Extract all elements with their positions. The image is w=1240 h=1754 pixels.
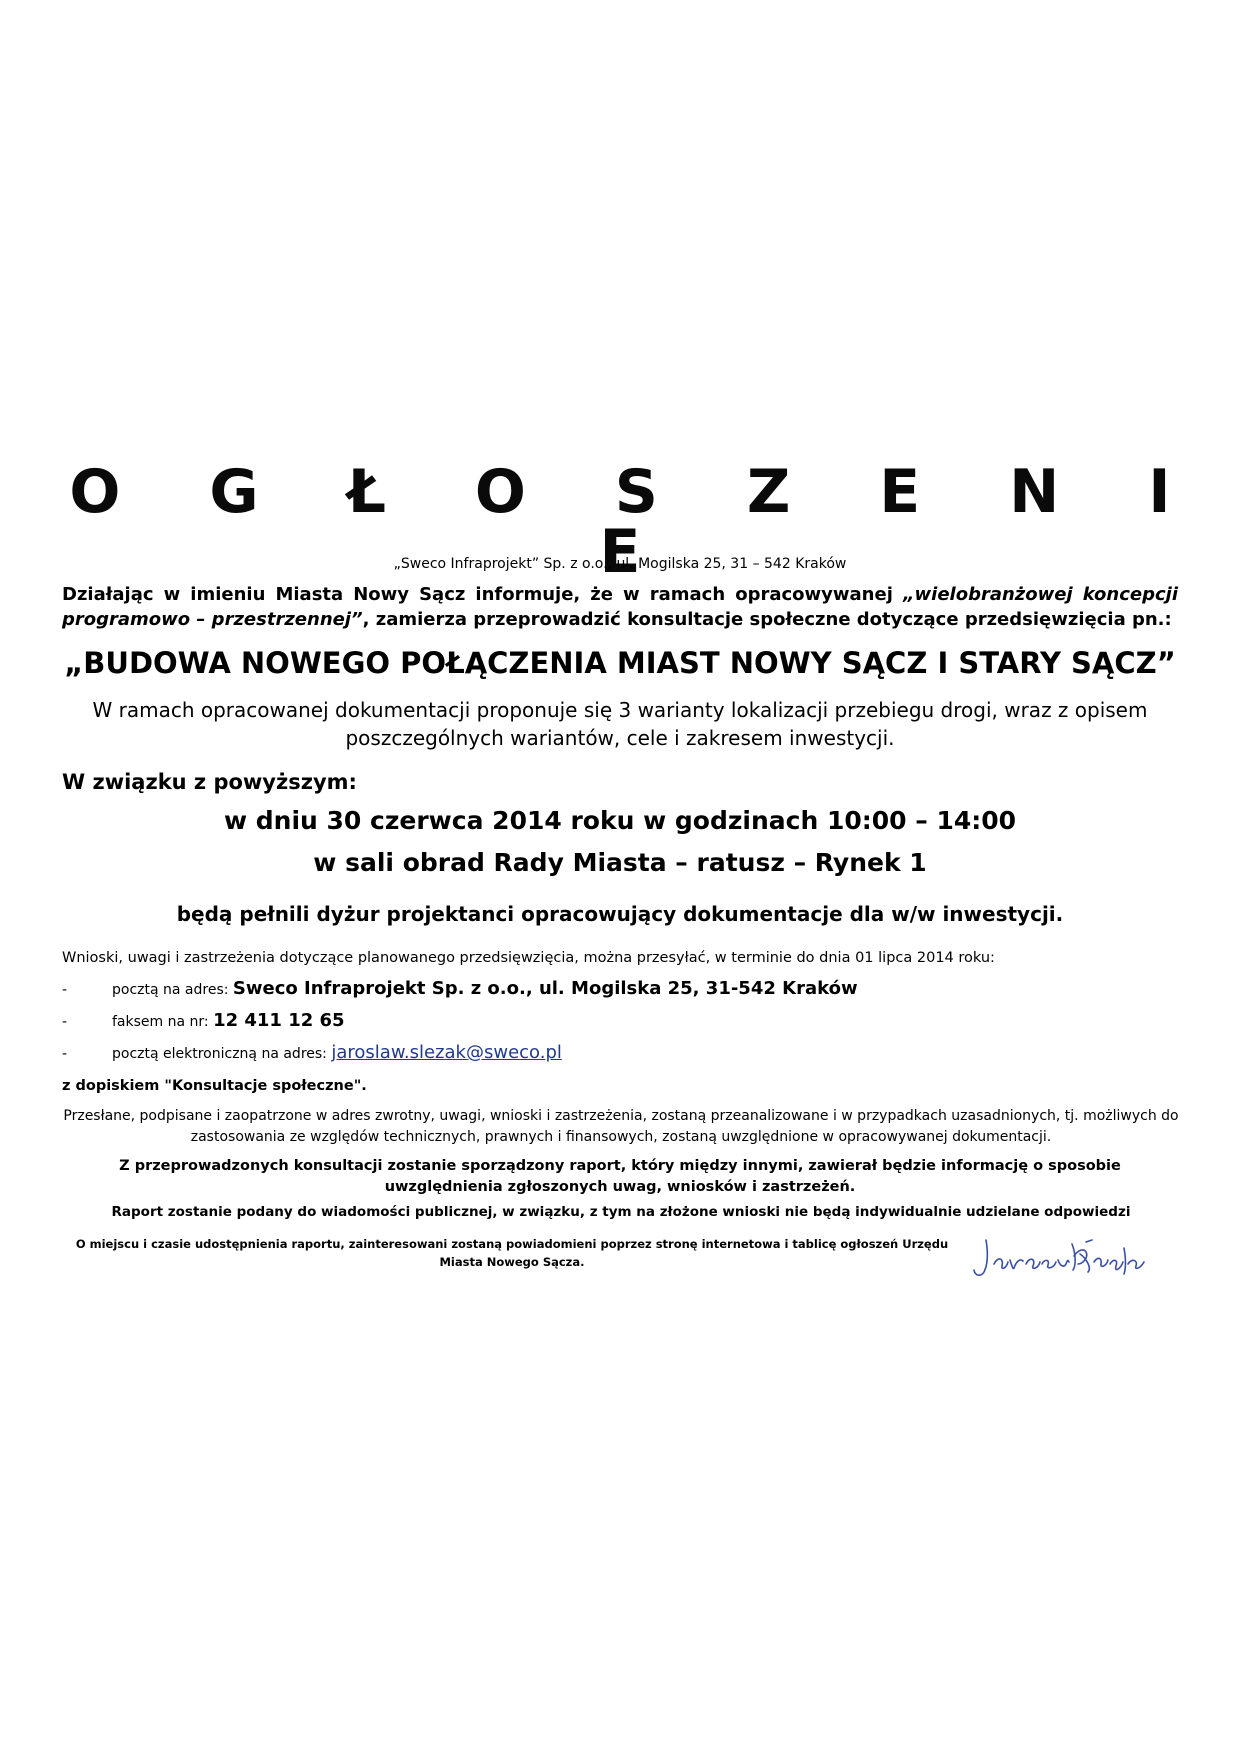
project-headline: „BUDOWA NOWEGO POŁĄCZENIA MIAST NOWY SĄCZ I STARY SĄCZ” xyxy=(64,646,1176,680)
report-note: Z przeprowadzonych konsultacji zostanie sporządzony raport, który między innymi, zawierał będzie informację o sposobie uwzględnienia zgłoszonych uwag, wniosków i zastrzeżeń. xyxy=(119,1158,1121,1195)
email-link[interactable]: jaroslaw.slezak@sweco.pl xyxy=(331,1042,562,1063)
project-description: W ramach opracowanej dokumentacji proponuje się 3 warianty lokalizacji przebiegu drogi, wraz z opisem poszczególnych wariantów, cele i zakresem inwestycji. xyxy=(92,698,1148,750)
submission-label: faksem na nr: xyxy=(112,1014,214,1030)
bullet-dash: - xyxy=(62,1046,68,1062)
intro-italic: „wielobranżowej koncepcji programowo – przestrzennej” xyxy=(62,584,1178,630)
submission-postscript: z dopiskiem "Konsultacje społeczne". xyxy=(62,1078,367,1094)
intro-text-1: Działając w imieniu Miasta Nowy Sącz informuje, że w ramach opracowywanej xyxy=(62,584,903,605)
submission-item-fax xyxy=(62,1010,1162,1031)
page-title: O G Ł O S Z E N I E xyxy=(69,457,1205,587)
company-line: „Sweco Infraprojekt” Sp. z o.o., ul. Mogilska 25, 31 – 542 Kraków xyxy=(393,556,847,572)
event-place-line: w sali obrad Rady Miasta – ratusz – Rynek 1 xyxy=(313,848,927,877)
event-date-line: w dniu 30 czerwca 2014 roku w godzinach 10:00 – 14:00 xyxy=(223,806,1017,835)
intro-paragraph xyxy=(62,582,1178,632)
submission-label: pocztą elektroniczną na adres: xyxy=(112,1046,332,1062)
in-connection-heading: W związku z powyższym: xyxy=(62,770,357,794)
duty-line: będą pełnili dyżur projektanci opracowujący dokumentacje dla w/w inwestycji. xyxy=(176,902,1064,926)
submission-item-post xyxy=(62,978,1162,999)
submission-label: pocztą na adres: xyxy=(112,982,233,998)
fax-number: 12 411 12 65 xyxy=(213,1010,345,1031)
intro-text-2: , zamierza przeprowadzić konsultacje społeczne dotyczące przedsięwzięcia pn.: xyxy=(362,609,1172,630)
postal-address: Sweco Infraprojekt Sp. z o.o., ul. Mogilska 25, 31-542 Kraków xyxy=(232,978,858,999)
submission-item-email xyxy=(62,1042,1162,1063)
bullet-dash: - xyxy=(62,982,68,998)
received-note: Przesłane, podpisane i zaopatrzone w adres zwrotny, uwagi, wnioski i zastrzeżenia, zostaną przeanalizowane i w przypadkach uzasadnionych, tj. możliwych do zastosowania ze względów technicznych, prawnych i finansowych, zostaną uwzględnione w opracowywanej dokumentacji. xyxy=(63,1108,1179,1145)
handwritten-signature xyxy=(968,1234,1188,1284)
bullet-dash: - xyxy=(62,1014,68,1030)
notice-footer: O miejscu i czasie udostępnienia raportu, zainteresowani zostaną powiadomieni poprzez stronę internetowa i tablicę ogłoszeń Urzędu Miasta Nowego Sącza. xyxy=(75,1237,949,1269)
submissions-intro: Wnioski, uwagi i zastrzeżenia dotyczące planowanego przedsięwzięcia, można przesyłać, w terminie do dnia 01 lipca 2014 roku: xyxy=(62,950,995,966)
report-public-note: Raport zostanie podany do wiadomości publicznej, w związku, z tym na złożone wnioski nie będą indywidualnie udzielane odpowiedzi xyxy=(111,1204,1131,1220)
